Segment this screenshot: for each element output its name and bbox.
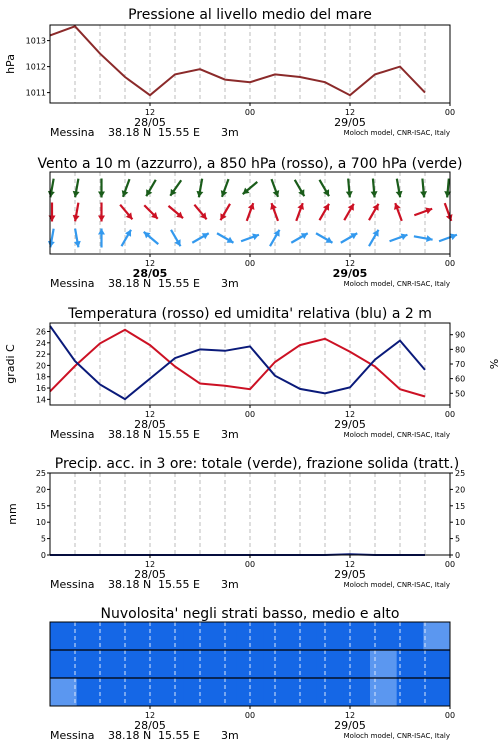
cloud-cell [343,650,370,678]
y-tick-label: 1011 [25,88,46,98]
y-tick-label: 1013 [25,36,46,46]
x-tick-label: 00 [444,259,456,268]
x-tick-label: 12 [344,560,356,569]
y-tick-label: 80 [455,345,466,355]
wind-arrow-head [371,191,378,197]
precipitation-title: Precip. acc. in 3 ore: totale (verde), frazione solida (tratt.) [54,456,460,472]
cloud-cell [423,622,450,650]
wind-arrow [296,203,304,221]
wind-arrow [168,206,183,218]
location-altitude: 3m [221,126,239,139]
cloud-cell [183,650,210,678]
wind-arrow [98,229,105,248]
location-lat: 38.18 N [108,729,152,742]
date-label: 29/05 [334,418,366,431]
wind-arrow [73,203,80,222]
wind-arrow [170,180,181,196]
humidity-ylabel: % [487,358,500,370]
pressure-series-line [50,26,425,95]
model-credit: Moloch model, CNR-ISAC, Italy [343,129,450,137]
date-label: 28/05 [134,418,166,431]
precipitation-y-axis-right [450,469,465,560]
wind-arrow [48,229,55,248]
model-credit: Moloch model, CNR-ISAC, Italy [343,732,450,740]
cloud-cell [50,622,77,650]
location-lat: 38.18 N [108,277,152,290]
date-label: 29/05 [334,568,366,581]
y-tick-label: 25 [455,469,466,478]
precipitation-ylabel: mm [6,503,19,525]
x-tick-label: 12 [144,560,156,569]
wind-arrow [120,205,132,220]
y-tick-label: 50 [455,389,466,399]
wind-arrow [445,203,453,221]
wind-arrow [291,233,307,243]
x-tick-label: 12 [344,108,356,117]
location-lat: 38.18 N [108,578,152,591]
wind-arrow [98,179,105,198]
y-tick-label: 18 [35,372,46,382]
wind-arrow [316,233,332,243]
wind-arrow [369,204,379,220]
cloud-cell [263,678,290,706]
date-label: 28/05 [134,719,166,732]
cloud-cell [290,678,317,706]
y-tick-label: 24 [35,338,46,348]
wind-arrow [146,180,156,196]
location-lon: 15.55 E [158,126,200,139]
temperature-panel [4,306,500,441]
y-tick-label: 10 [455,518,466,528]
wind-arrow [346,179,353,198]
x-tick-label: 12 [344,711,356,720]
cloud-cell [370,678,397,706]
wind-arrow [48,179,55,198]
date-label: 29/05 [332,267,368,280]
wind-arrow [98,203,105,222]
wind-title: Vento a 10 m (azzurro), a 850 hPa (rosso), a 700 hPa (verde) [37,156,463,172]
y-tick-label: 25 [35,469,46,478]
cloud-cell [397,650,424,678]
precipitation-gridlines [75,473,425,555]
temperature-series-line [50,330,425,397]
temperature-y-axis [36,327,50,404]
x-tick-label: 00 [244,259,256,268]
y-tick-label: 14 [35,395,46,405]
pressure-ylabel: hPa [4,54,17,74]
location-altitude: 3m [221,729,239,742]
wind-arrow [394,203,402,221]
wind-arrow-head [420,191,427,197]
wind-arrow-head [98,216,105,222]
wind-arrow [320,180,330,196]
cloud-cell [130,678,157,706]
precipitation-panel [6,456,465,591]
x-tick-label: 00 [244,711,256,720]
wind-arrow [144,205,157,218]
x-tick-label: 00 [444,108,456,117]
cloud-cell [157,622,184,650]
x-tick-label: 00 [244,560,256,569]
cloud-cell [423,678,450,706]
cloud-cell [50,678,77,706]
wind-arrow [341,233,357,243]
cloud-cell [210,622,237,650]
wind-arrow [144,232,159,244]
x-tick-label: 12 [144,410,156,419]
wind-arrow [122,179,130,197]
cloud-cell [317,650,344,678]
model-credit: Moloch model, CNR-ISAC, Italy [343,280,450,288]
temperature-x-axis [50,405,455,441]
x-tick-label: 12 [144,108,156,117]
precipitation-frame [50,473,450,555]
cloud-cell [103,678,130,706]
wind-arrow [414,208,432,216]
cloud-cell [50,650,77,678]
cloud-cell [157,678,184,706]
wind-arrow [369,230,379,246]
y-tick-label: 20 [35,361,46,371]
pressure-gridlines [75,25,425,103]
location-lon: 15.55 E [158,277,200,290]
cloud-cell [103,650,130,678]
location-lon: 15.55 E [158,578,200,591]
y-tick-label: 60 [455,374,466,384]
wind-arrow [243,182,258,194]
wind-arrow-head [98,229,105,235]
cloud-cell [317,622,344,650]
cloud-cell [183,622,210,650]
wind-panel [37,156,462,290]
wind-arrow [122,230,132,246]
wind-arrow [171,230,181,246]
cloud-cell [370,650,397,678]
wind-arrow [439,234,457,242]
cloud-cell [130,650,157,678]
y-tick-label: 90 [455,330,466,340]
wind-arrow [270,203,278,221]
location-lon: 15.55 E [158,428,200,441]
location-name: Messina [50,428,95,441]
y-tick-label: 1012 [25,62,46,72]
location-name: Messina [50,578,95,591]
pressure-title: Pressione al livello medio del mare [128,7,372,23]
y-tick-label: 10 [35,518,46,528]
wind-arrow [344,204,354,220]
y-tick-label: 26 [35,327,46,337]
wind-arrow [73,179,80,198]
cloud-x-axis [50,706,455,742]
y-tick-label: 20 [455,485,466,495]
cloud-cell [157,650,184,678]
date-label: 28/05 [134,568,166,581]
x-tick-label: 00 [444,410,456,419]
x-tick-label: 12 [144,259,156,268]
y-tick-label: 5 [455,534,461,544]
y-tick-label: 0 [40,551,46,560]
cloud-cell [210,650,237,678]
location-altitude: 3m [221,428,239,441]
location-name: Messina [50,729,95,742]
wind-arrow [320,204,330,220]
x-tick-label: 12 [344,259,356,268]
cloud-cell [263,650,290,678]
location-lat: 38.18 N [108,428,152,441]
date-label: 29/05 [334,116,366,129]
cloud-cell [397,678,424,706]
wind-arrow [420,179,427,198]
wind-arrow [192,233,208,243]
x-tick-label: 00 [244,108,256,117]
location-altitude: 3m [221,578,239,591]
wind-x-axis [50,254,455,290]
y-tick-label: 16 [35,384,46,394]
date-label: 29/05 [334,719,366,732]
location-lat: 38.18 N [108,126,152,139]
wind-arrow [371,179,378,198]
cloud-cell [103,622,130,650]
x-tick-label: 12 [144,711,156,720]
wind-arrow [390,234,408,242]
x-tick-label: 12 [344,410,356,419]
wind-arrow-head [346,191,353,197]
model-credit: Moloch model, CNR-ISAC, Italy [343,431,450,439]
y-tick-label: 70 [455,360,466,369]
cloud-cell [343,622,370,650]
x-tick-label: 00 [444,711,456,720]
y-tick-label: 15 [455,501,466,511]
model-credit: Moloch model, CNR-ISAC, Italy [343,581,450,589]
cloud-cell [370,622,397,650]
pressure-x-axis [50,103,455,139]
date-label: 28/05 [134,116,166,129]
location-name: Messina [50,126,95,139]
cloud-cell [290,622,317,650]
cloud-cell [290,650,317,678]
precipitation-x-axis [50,555,455,591]
wind-arrow [247,203,255,221]
wind-arrow-head [98,192,105,198]
date-label: 28/05 [132,267,168,280]
wind-arrow [241,234,259,242]
location-altitude: 3m [221,277,239,290]
cloud-cell [317,678,344,706]
cloud-cell [130,622,157,650]
wind-arrow [217,233,233,243]
x-tick-label: 00 [244,410,256,419]
wind-arrows [48,179,457,248]
cloud-cell [183,678,210,706]
location-name: Messina [50,277,95,290]
y-tick-label: 15 [35,501,46,511]
wind-arrow [396,179,403,198]
humidity-y-axis [450,331,465,399]
cloud-cell [343,678,370,706]
wind-arrow [414,235,433,242]
y-tick-label: 0 [455,551,461,560]
precipitation-y-axis [36,469,50,560]
y-tick-label: 20 [35,485,46,495]
temperature-title: Temperatura (rosso) ed umidita' relativa (blu) a 2 m [68,306,432,322]
cloud-cell [210,678,237,706]
cloud-cell [397,622,424,650]
y-tick-label: 5 [40,534,46,544]
temperature-ylabel: gradi C [4,344,17,384]
cloud-cell [263,622,290,650]
location-lon: 15.55 E [158,729,200,742]
temperature-frame [50,323,450,405]
pressure-y-axis [26,37,50,98]
y-tick-label: 22 [35,350,46,360]
x-tick-label: 00 [444,560,456,569]
pressure-panel [4,7,455,139]
cloud-cell [423,650,450,678]
cloud-title: Nuvolosita' negli strati basso, medio e alto [100,606,400,622]
cloud-panel [50,606,455,742]
